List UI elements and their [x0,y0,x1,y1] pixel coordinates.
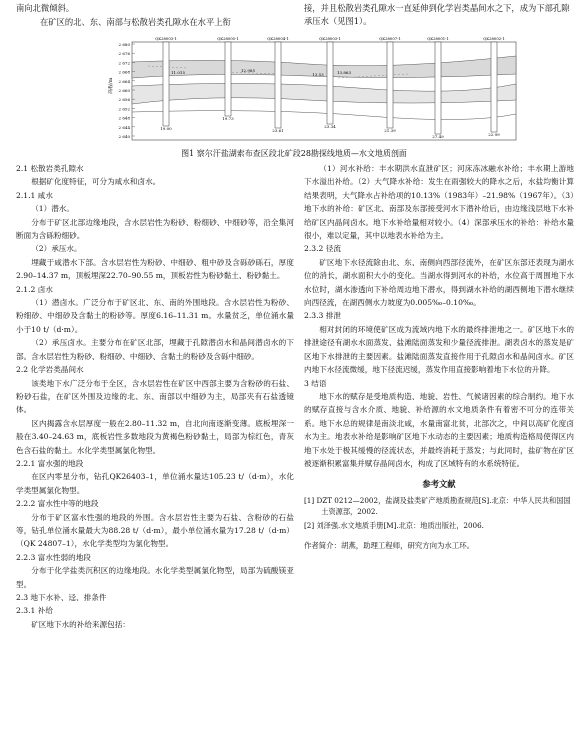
section-heading: 3 结语 [304,378,327,388]
cross-section-svg [108,34,518,146]
paragraph: （1）河水补给：丰水期洪水直泄矿区；河床冻冰融水补给；丰水期上游地下水溢出补给。（2）大气降水补给：发生在雨强较大的降水之后，水盐均衡计算结果表明，大气降水占补给项的10.13%（1983年）–21.98%（1967年）。（3）地下水的补给：矿区北、南部及东部接受河水下潜补给后，由边缘浅层地下水补给矿区内晶间卤水。地下水补给量相对较小。（4）深部承压水的补给：补给水量很小，难以定量，其中以地表水补给为主。 [304,164,574,241]
section-heading: 2.1.1 咸水 [16,190,53,200]
header-right-text: 接，并且松散岩类孔隙水一直延伸到化学岩类晶间水之下，成为下部孔隙承压水（见图1）。 [304,3,570,26]
author-note: 作者简介：胡燕，助理工程师，研究方向为水工环。 [304,540,474,550]
section-heading: 2.2 化学岩类晶间水 [16,365,84,375]
paragraph: 矿区地下水径流除由北、东、南侧向西部径流外，在矿区东部还表现为湖水位的消长，湖水面积大小的变化。当湖水得到河水的补给，水位高于周围地下水水位时，湖水渗透向下补给周边地下潜水，得到湖水补给的湖西侧地下潜水继续向西径流，在湖西侧水力坡度为0.005‰–0.10‰。 [304,257,574,308]
section-heading: 2.3.2 径流 [304,244,341,254]
borehole-label: QK28001-1 [427,36,449,41]
depth-value-label: 19.00 [160,126,172,131]
depth-value-label: 23.61 [272,128,284,133]
borehole-column [435,42,441,134]
left-column [16,162,294,631]
section-heading: 2.3.3 排泄 [304,311,341,321]
paragraph: 分布于矿区北部边缘地段，含水层岩性为粉砂、粉细砂、中细砂等，沿全集河断面为含砾粉细砂。 [16,217,294,241]
borehole-label: QK28002-1 [483,36,505,41]
section-heading: 2.3 地下水补、迳、排条件 [16,593,107,602]
depth-value-label: 22.99 [488,132,500,137]
depth-value-label: 12.985 [241,68,255,73]
paragraph: 分布于化学盐类沉积区的边缘地段。水化学类型属氯化物型，局部为硫酸镁亚型。 [16,566,294,589]
y-tick-label: 2 672 [118,60,130,66]
paragraph: 矿区地下水的补给来源包括： [31,619,130,629]
depth-value-label: 19.73 [222,116,234,121]
borehole-label: QK28003-1 [319,36,341,41]
right-column [304,162,574,552]
depth-value-label: 13.53 [312,72,324,77]
depth-value-label: 13.863 [337,70,351,75]
paragraph: 该类地下水广泛分布于全区，含水层岩性在矿区中西部主要为含粉砂的石盐、粉砂石盐，在矿区外围及边缘的北、东、南部以中细砂为主，局部夹有石盐透镜体。 [16,378,294,415]
borehole-column [275,42,281,128]
paragraph: 分布于矿区富水性强的地段的外围。含水层岩性主要为石盐、含粉砂的石盐等，钻孔单位涌水量最大为88.28 t/（d·m），最小单位涌水量为17.28 t/（d·m）（QK 24807–1），水化学类型均为氯化物型。 [16,512,294,549]
paragraph: 相对封闭的环境使矿区成为流域内地下水的最终排泄地之一。矿区地下水的排泄途径有湖水水面蒸发、盐滩陆面蒸发和少量径流排泄。湖表卤水的蒸发是矿区地下水排泄的主要因素。盐滩陆面蒸发直接作用于孔隙卤水和晶间卤水。矿区内地下水径流微缓，地下径流迟缓，蒸发作用直接影响着地下水位的升降。 [304,324,574,375]
y-tick-label: 2 668 [118,69,130,75]
borehole-column [163,42,169,126]
borehole-label: QK28003-1 [155,36,177,41]
y-tick-label: 2 680 [118,42,130,47]
paragraph: （1）潜水。 [31,204,74,214]
section-heading: 2.1 松散岩类孔隙水 [16,164,84,173]
paragraph: （2）承压卤水。主要分布在矿区北部，埋藏于孔隙潜卤水和晶间潜卤水的下部。含水层岩性为粉砂、粉细砂、中细砂、含黏土的粉砂及含砾中细砂。 [16,338,294,361]
y-tick-label: 2 664 [118,78,130,84]
y-tick-label: 2 676 [118,51,130,57]
y-tick-label: 2 660 [118,88,130,93]
section-heading: 2.2.3 富水性弱的地段 [16,552,91,562]
paragraph: （1）潜卤水。广泛分布于矿区北、东、南的外围地段。含水层岩性为粉砂、粉细砂、中细砂及含黏土的粉砂等。厚度6.16–11.31 m。水量贫乏，单位涌水量小于10 t/（d·m）。 [16,298,294,334]
y-tick-label: 2 652 [118,106,130,112]
section-heading: 2.2.2 富水性中等的地段 [16,499,99,509]
borehole-label: QK28004-1 [267,36,289,41]
borehole-column [225,42,231,116]
y-axis-label: 高程/m [108,77,114,94]
paragraph: 在区内零星分布，钻孔QK26403–1，单位涌水量达105.23 t/（d·m），水化学类型属氯化物型。 [16,472,294,495]
paragraph: 埋藏于咸潜水下部。含水层岩性为粉砂、中细砂、粗中砂及含砾砂砾石，厚度2.90–14.37 m，顶板埋深22.70–90.55 m，顶板岩性为粉砂黏土、粉砂黏土。 [16,257,294,281]
reference-entry: [1] DZT 0212—2002，盐湖及盐类矿产地质勘查规范[S].北京：中华人民共和国国土资源部，2002. [304,495,571,516]
figure-caption: 图1 察尔汗盐湖索布查区段北矿段28勘探线地质—水文地质剖面 [181,149,407,158]
references-title: 参考文献 [422,479,456,490]
borehole-column [327,42,333,124]
depth-value-label: 27.49 [432,134,444,139]
borehole-column [387,42,393,128]
depth-value-label: 11.015 [171,70,185,75]
header-left: 南向北微倾斜。 [16,3,75,13]
intro-left: 在矿区的北、东、南部与松散岩类孔隙水在水平上衔 [40,17,231,27]
borehole-label: QK28005-1 [217,36,239,41]
reference-entry: [2] 刘泽强.水文地质手册[M].北京：地质出版社，2006. [304,520,484,530]
paragraph: 地下水的赋存是受地质构造、地貌、岩性、气候诸因素的综合制约。地下水的赋存直接与含水介质、地貌、补给源的水文地质条件有着密不可分的连带关系。地下水总的规律是南淡北咸，水量南富北贫，北部次之，中间以高矿化度卤水为主。地表水补给是影响矿区地下水动态的主要因素；地质构造格局使得区内地下水处于极其缓慢的径流状态，并最终消耗于蒸发；与此同时，盐矿物在矿区被逐渐积累富集并赋存晶间卤水，构成了区域特有的水系统特征。 [304,391,574,468]
borehole-label: QK28007-1 [379,36,401,41]
depth-value-label: 23.34 [324,124,336,129]
y-tick-label: 2 648 [118,115,130,121]
y-tick-label: 2 656 [118,97,130,103]
y-tick-label: 2 644 [118,124,130,130]
header-right [304,2,574,28]
section-heading: 2.3.1 补给 [16,606,53,616]
paragraph: 根据矿化度特征，可分为咸水和卤水。 [31,177,161,187]
borehole-column [491,42,497,132]
paragraph: 区内揭露含水层厚度一般在2.80–11.32 m，自北向南逐渐变薄。底板埋深一般在3.40–24.63 m，底板岩性多数地段为黄褐色粉砂黏土，局部为棕红色，青灰色含石盐的黏土。水化学类型属氯化物型。 [16,418,294,455]
geologic-cross-section-figure [108,34,518,146]
depth-value-label: 21.39 [384,128,396,133]
section-heading: 2.1.2 卤水 [16,284,53,294]
section-heading: 2.2.1 富水强的地段 [16,458,84,468]
paragraph: （2）承压水。 [31,244,82,254]
y-tick-label: 2 640 [118,134,130,139]
